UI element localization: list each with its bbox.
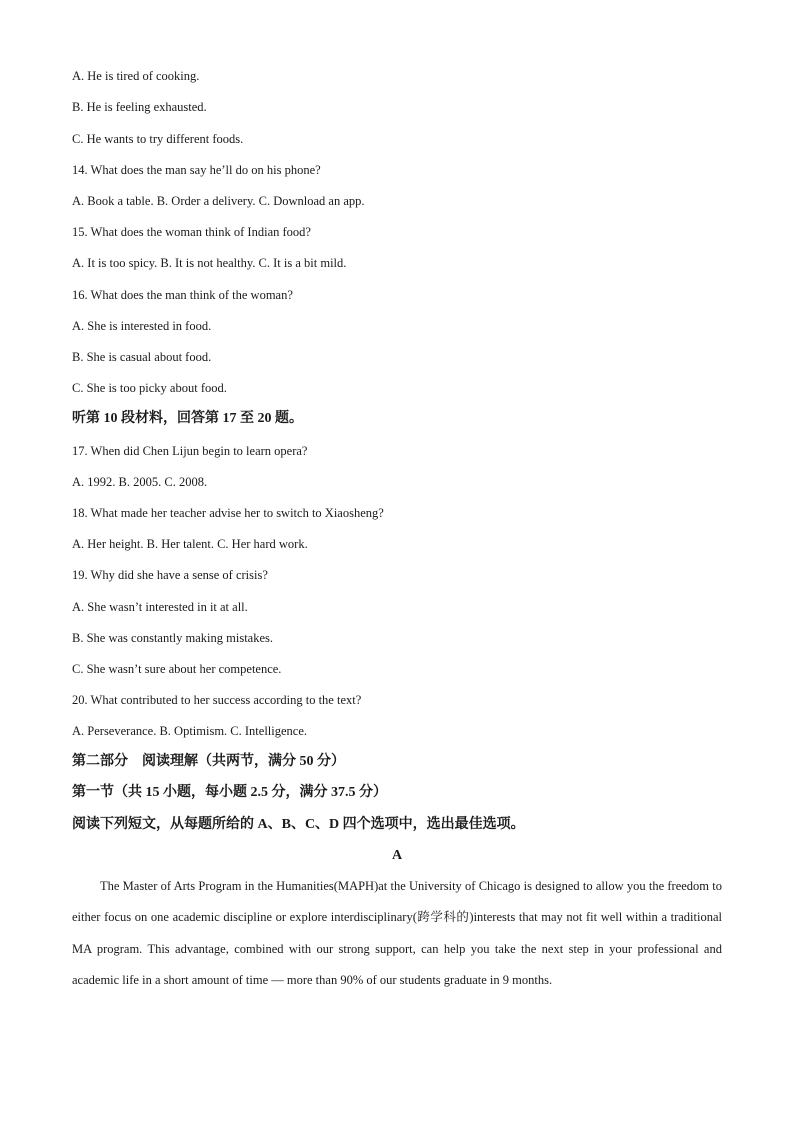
section-heading: 第一节（共 15 小题，每小题 2.5 分，满分 37.5 分） <box>72 785 387 800</box>
passage-label: A <box>391 848 403 863</box>
option-line: A. Her height. B. Her talent. C. Her hard work. <box>72 537 308 551</box>
option-line: A. Perseverance. B. Optimism. C. Intelligence. <box>72 724 308 738</box>
option-line: B. She was constantly making mistakes. <box>72 631 274 645</box>
option-line: A. It is too spicy. B. It is not healthy. C. It is a bit mild. <box>72 256 347 270</box>
passage-paragraph: The Master of Arts Program in the Humanities(MAPH)at the University of Chicago is designed to allow you the freedom to either focus on one academic discipline or explore interdisciplinary(跨学科的)interests that may not fit well within a traditional MA program. This advantage, combined with our strong support, can help you take the next step in your professional and academic life in a short amount of time — more than 90% of our students graduate in 9 months. <box>72 879 722 987</box>
question-line: 14. What does the man say he’ll do on his phone? <box>72 163 321 177</box>
option-line: C. He wants to try different foods. <box>72 132 244 146</box>
question-line: 18. What made her teacher advise her to switch to Xiaosheng? <box>72 506 384 520</box>
option-line: B. She is casual about food. <box>72 350 212 364</box>
section-instruction: 听第 10 段材料，回答第 17 至 20 题。 <box>72 411 303 426</box>
option-line: A. He is tired of cooking. <box>72 69 200 83</box>
option-line: A. 1992. B. 2005. C. 2008. <box>72 475 208 489</box>
option-line: B. He is feeling exhausted. <box>72 100 207 114</box>
question-line: 16. What does the man think of the woman? <box>72 288 293 302</box>
question-line: 15. What does the woman think of Indian food? <box>72 225 311 239</box>
option-line: C. She is too picky about food. <box>72 381 227 395</box>
option-line: A. She wasn’t interested in it at all. <box>72 600 248 614</box>
question-line: 17. When did Chen Lijun begin to learn opera? <box>72 444 308 458</box>
option-line: C. She wasn’t sure about her competence. <box>72 662 282 676</box>
part-heading: 第二部分 阅读理解（共两节，满分 50 分） <box>72 754 345 769</box>
question-line: 19. Why did she have a sense of crisis? <box>72 568 268 582</box>
option-line: A. Book a table. B. Order a delivery. C. Download an app. <box>72 194 365 208</box>
question-line: 20. What contributed to her success according to the text? <box>72 693 362 707</box>
option-line: A. She is interested in food. <box>72 319 212 333</box>
reading-instruction: 阅读下列短文，从每题所给的 A、B、C、D 四个选项中，选出最佳选项。 <box>72 817 525 832</box>
